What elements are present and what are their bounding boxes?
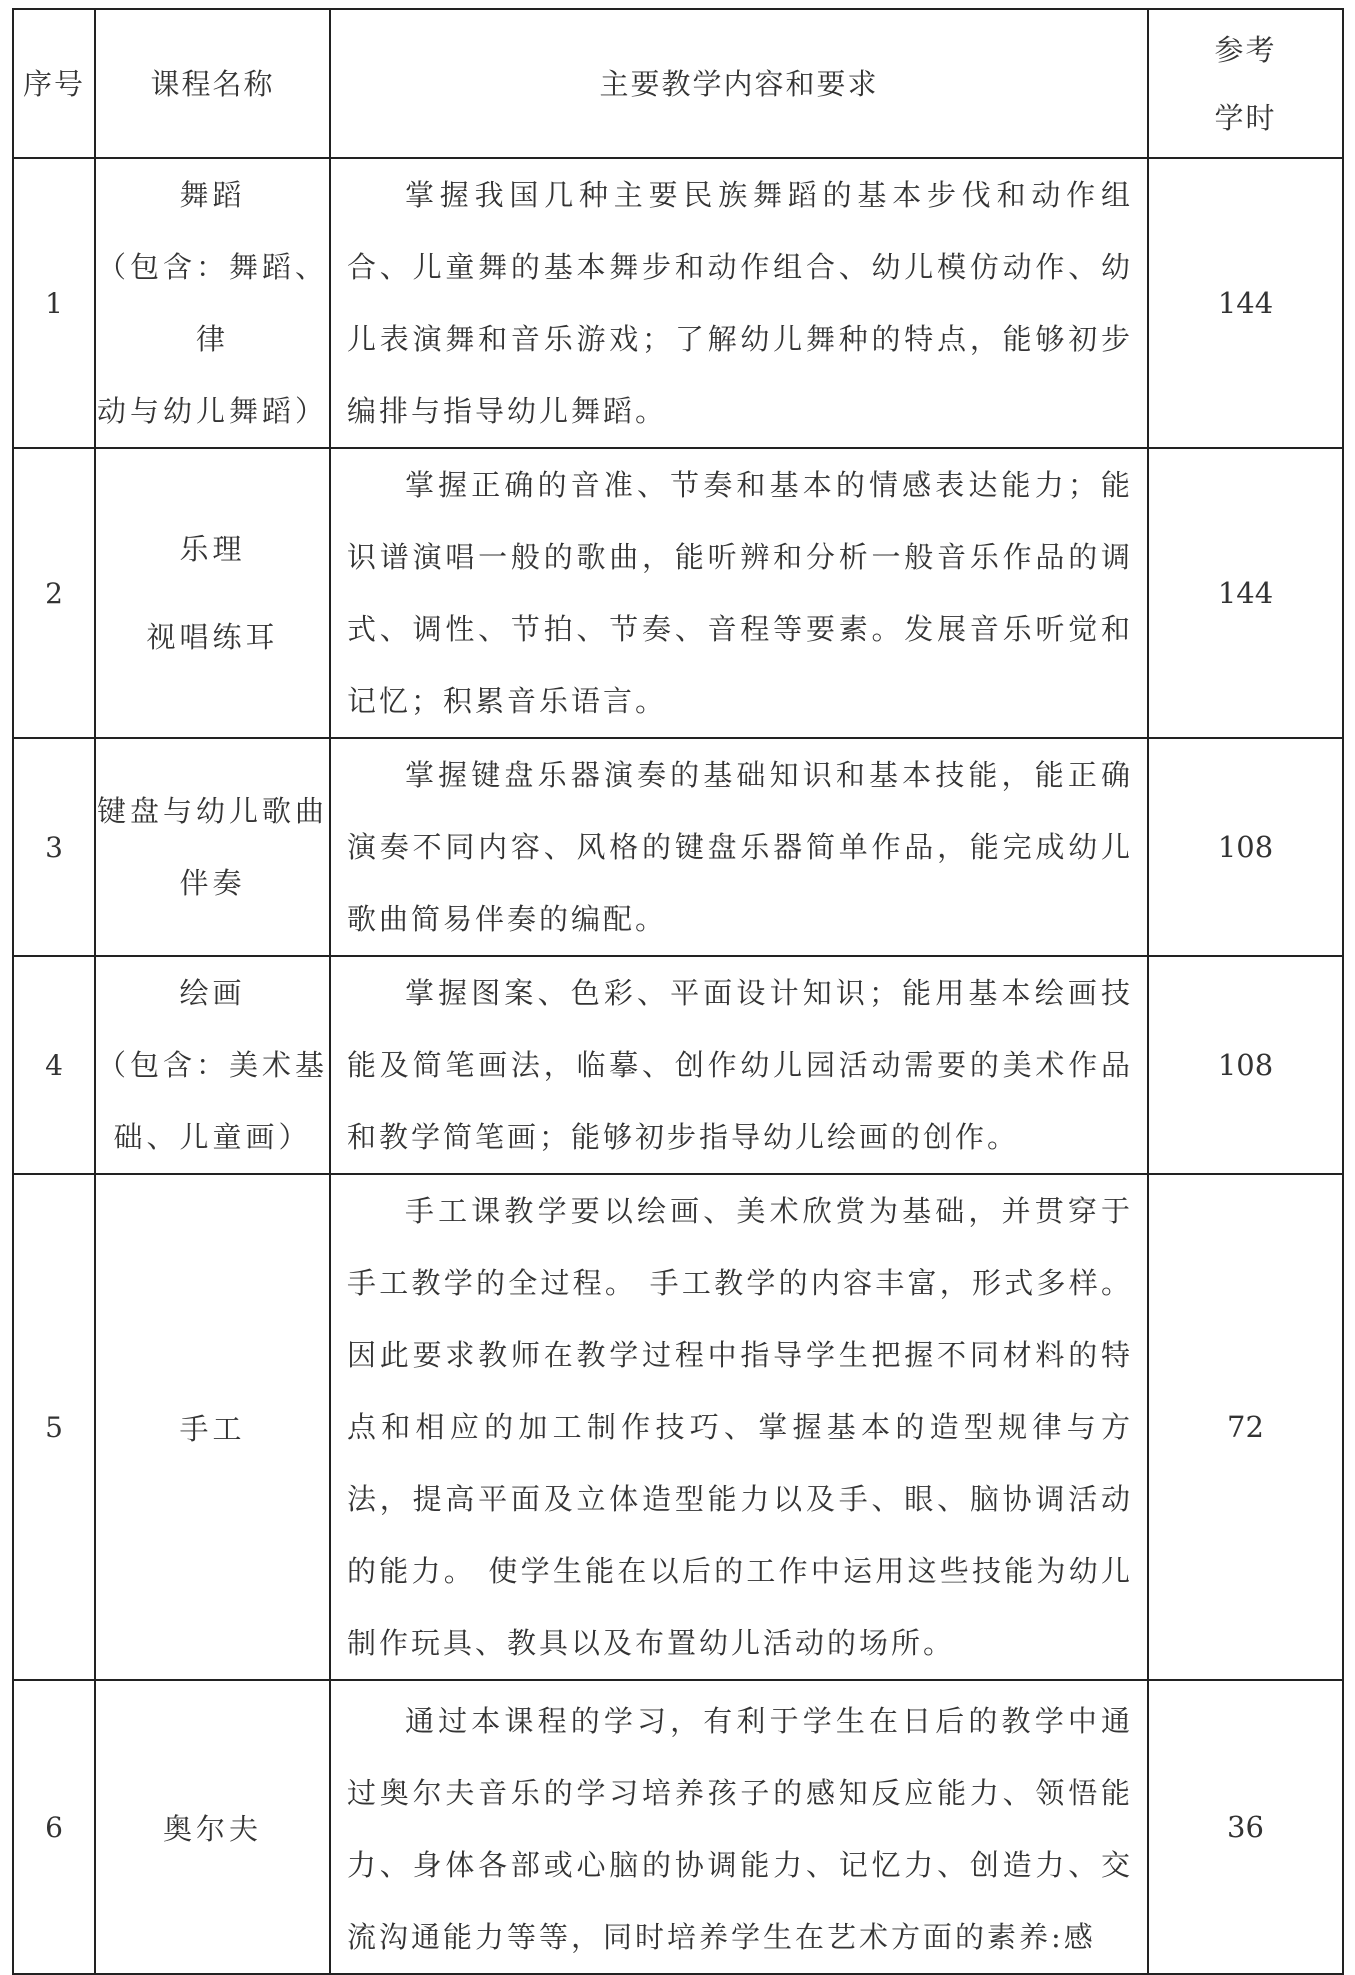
row-hours: 144 <box>1148 158 1343 448</box>
course-table <box>12 8 1344 1975</box>
row-content <box>330 1174 1148 1680</box>
header-hours-line2: 学时 <box>1214 100 1277 135</box>
row-course-name <box>95 448 330 738</box>
row-content <box>330 956 1148 1174</box>
row-num: 3 <box>13 738 95 956</box>
course-name-line: 动与幼儿舞蹈） <box>96 394 328 428</box>
course-name-line: 伴奏 <box>179 866 246 900</box>
table-row <box>13 448 1343 738</box>
table-row <box>13 158 1343 448</box>
row-content <box>330 158 1148 448</box>
course-name-line: 舞蹈 <box>179 178 246 212</box>
content-text: 通过本课程的学习，有利于学生在日后的教学中通过奥尔夫音乐的学习培养孩子的感知反应能力、领悟能力、身体各部或心脑的协调能力、记忆力、创造力、交流沟通能力等等，同时培养学生在艺术方面的素养:感 <box>347 1704 1133 1954</box>
course-name-line: （包含：舞蹈、律 <box>96 250 328 356</box>
row-hours: 72 <box>1148 1174 1343 1680</box>
row-course-name <box>95 738 330 956</box>
course-name-line: 视唱练耳 <box>146 620 279 654</box>
header-hours-line1: 参考 <box>1214 32 1277 67</box>
row-course-name <box>95 956 330 1174</box>
course-name-line: （包含：美术基 <box>96 1048 328 1082</box>
row-hours: 108 <box>1148 738 1343 956</box>
row-num: 1 <box>13 158 95 448</box>
row-hours: 144 <box>1148 448 1343 738</box>
course-name-line: 手工 <box>179 1411 246 1446</box>
header-hours <box>1148 9 1343 158</box>
content-text: 掌握图案、色彩、平面设计知识；能用基本绘画技能及简笔画法，临摹、创作幼儿园活动需要的美术作品和教学简笔画；能够初步指导幼儿绘画的创作。 <box>347 976 1133 1154</box>
course-name-line: 乐理 <box>179 532 246 566</box>
table-row <box>13 1174 1343 1680</box>
row-hours: 36 <box>1148 1680 1343 1974</box>
row-num: 5 <box>13 1174 95 1680</box>
row-hours: 108 <box>1148 956 1343 1174</box>
table-row <box>13 956 1343 1174</box>
row-course-name <box>95 158 330 448</box>
course-name-line: 键盘与幼儿歌曲 <box>96 794 328 828</box>
course-name-line: 绘画 <box>179 976 246 1010</box>
content-text: 掌握正确的音准、节奏和基本的情感表达能力；能识谱演唱一般的歌曲，能听辨和分析一般音乐作品的调式、调性、节拍、节奏、音程等要素。发展音乐听觉和记忆；积累音乐语言。 <box>347 468 1133 718</box>
row-num: 2 <box>13 448 95 738</box>
content-text: 手工课教学要以绘画、美术欣赏为基础，并贯穿于手工教学的全过程。 手工教学的内容丰富，形式多样。因此要求教师在教学过程中指导学生把握不同材料的特点和相应的加工制作技巧、掌握基本的造型规律与方法，提高平面及立体造型能力以及手、眼、脑协调活动的能力。 使学生能在以后的工作中运用这些技能为幼儿制作玩具、教具以及布置幼儿活动的场所。 <box>347 1194 1133 1660</box>
row-content <box>330 738 1148 956</box>
row-course-name <box>95 1680 330 1974</box>
content-text: 掌握键盘乐器演奏的基础知识和基本技能，能正确演奏不同内容、风格的键盘乐器简单作品，能完成幼儿歌曲简易伴奏的编配。 <box>347 758 1133 936</box>
table-header-row <box>13 9 1343 158</box>
table-row <box>13 738 1343 956</box>
course-name-line: 础、儿童画） <box>113 1120 312 1154</box>
row-content <box>330 448 1148 738</box>
header-content: 主要教学内容和要求 <box>330 9 1148 158</box>
row-course-name <box>95 1174 330 1680</box>
header-course-name: 课程名称 <box>95 9 330 158</box>
course-name-line: 奥尔夫 <box>162 1811 262 1846</box>
row-num: 6 <box>13 1680 95 1974</box>
header-num: 序号 <box>13 9 95 158</box>
content-clip <box>347 1685 1133 1971</box>
table-row <box>13 1680 1343 1974</box>
row-num: 4 <box>13 956 95 1174</box>
row-content <box>330 1680 1148 1974</box>
content-text: 掌握我国几种主要民族舞蹈的基本步伐和动作组合、儿童舞的基本舞步和动作组合、幼儿模仿动作、幼儿表演舞和音乐游戏；了解幼儿舞种的特点，能够初步编排与指导幼儿舞蹈。 <box>347 178 1133 428</box>
